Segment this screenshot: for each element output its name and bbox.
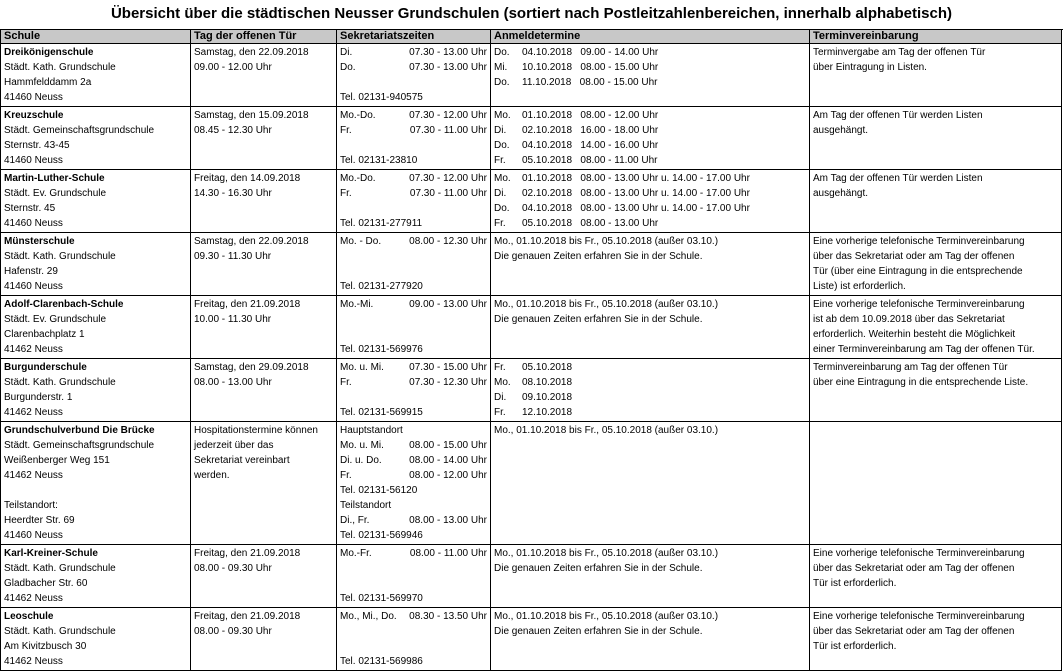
- open-day-line: Freitag, den 21.09.2018: [194, 548, 301, 559]
- school-type: Städt. Gemeinschaftsgrundschule: [4, 125, 155, 136]
- office-days: Di.: [340, 47, 353, 58]
- open-day-cell: [191, 545, 337, 608]
- office-days: Fr.: [340, 125, 352, 136]
- registration-date: 02.10.2018 08.00 - 13.00 Uhr u. 14.00 - 17.00 Uhr: [522, 188, 750, 199]
- registration-date: 04.10.2018 09.00 - 14.00 Uhr: [522, 47, 659, 58]
- school-cell: [1, 170, 191, 233]
- appointment-line: Liste) ist erforderlich.: [813, 281, 906, 292]
- appointment-line: Tür ist erforderlich.: [813, 641, 897, 652]
- appointment-line: Eine vorherige telefonische Terminvereinbarung: [813, 299, 1025, 310]
- registration-date: 04.10.2018 14.00 - 16.00 Uhr: [522, 140, 659, 151]
- registration-cell: [491, 359, 810, 422]
- office-days: Mo. u. Mi.: [340, 440, 384, 451]
- office-times: 07.30 - 13.00 Uhr: [409, 62, 487, 73]
- appointment-line: Tür ist erforderlich.: [813, 578, 897, 589]
- appointment-line: ist ab dem 10.09.2018 über das Sekretariat: [813, 314, 1005, 325]
- school-cell: [1, 608, 191, 671]
- school-street: Weißenberger Weg 151: [4, 455, 110, 466]
- school-city: 41460 Neuss: [4, 218, 63, 229]
- school-name: Kreuzschule: [4, 110, 64, 121]
- registration-line: [494, 375, 806, 390]
- office-phone: Tel. 02131-56120: [340, 485, 418, 496]
- office-hours-cell: [337, 170, 491, 233]
- office-times: 09.00 - 13.00 Uhr: [409, 299, 487, 310]
- office-times: 07.30 - 13.00 Uhr: [409, 47, 487, 58]
- school-name: Burgunderschule: [4, 362, 87, 373]
- office-times: 07.30 - 12.00 Uhr: [409, 173, 487, 184]
- school-extra-line: Teilstandort:: [4, 500, 58, 511]
- office-hours-line: [340, 60, 487, 75]
- office-times: 08.00 - 14.00 Uhr: [409, 455, 487, 466]
- open-day-line: Freitag, den 14.09.2018: [194, 173, 301, 184]
- office-hours-line: [340, 438, 487, 453]
- office-phone: Tel. 02131-940575: [340, 92, 423, 103]
- school-type: Städt. Ev. Grundschule: [4, 314, 107, 325]
- office-times: 08.00 - 12.30 Uhr: [409, 236, 487, 247]
- open-day-line: Sekretariat vereinbart: [194, 455, 290, 466]
- registration-cell: [491, 233, 810, 296]
- open-day-line: Freitag, den 21.09.2018: [194, 299, 301, 310]
- appointment-line: Eine vorherige telefonische Terminvereinbarung: [813, 548, 1025, 559]
- registration-day: Di.: [494, 188, 507, 199]
- school-type: Städt. Kath. Grundschule: [4, 251, 116, 262]
- office-hours-line: [340, 123, 487, 138]
- table-row: [1, 44, 1062, 107]
- header-tag-der-offenen-tuer: Tag der offenen Tür: [191, 30, 337, 44]
- registration-text: Mo., 01.10.2018 bis Fr., 05.10.2018 (außer 03.10.): [494, 425, 719, 436]
- open-day-line: 14.30 - 16.30 Uhr: [194, 188, 272, 199]
- appointment-line: ausgehängt.: [813, 125, 869, 136]
- registration-date: 09.10.2018: [522, 392, 573, 403]
- appointment-line: Terminvergabe am Tag der offenen Tür: [813, 47, 986, 58]
- office-location-label: Hauptstandort: [340, 425, 403, 436]
- registration-text: Mo., 01.10.2018 bis Fr., 05.10.2018 (außer 03.10.): [494, 236, 719, 247]
- office-times: 08.00 - 12.00 Uhr: [409, 470, 487, 481]
- appointment-cell: [810, 233, 1062, 296]
- office-hours-cell: [337, 107, 491, 170]
- table-row: [1, 422, 1062, 545]
- office-hours-line: [340, 513, 487, 528]
- table-row: [1, 545, 1062, 608]
- office-days: Mo. u. Mi.: [340, 362, 384, 373]
- office-days: Do.: [340, 62, 356, 73]
- school-extra-line: 41460 Neuss: [4, 530, 63, 541]
- open-day-line: Samstag, den 22.09.2018: [194, 236, 309, 247]
- header-terminvereinbarung: Terminvereinbarung: [810, 30, 1062, 44]
- registration-date: 05.10.2018: [522, 362, 573, 373]
- appointment-line: über Eintragung in Listen.: [813, 62, 927, 73]
- open-day-line: werden.: [194, 470, 230, 481]
- appointment-cell: [810, 107, 1062, 170]
- school-cell: [1, 359, 191, 422]
- office-days: Di. u. Do.: [340, 455, 382, 466]
- open-day-cell: [191, 44, 337, 107]
- appointment-line: über das Sekretariat oder am Tag der offenen: [813, 626, 1015, 637]
- registration-line: [494, 75, 806, 90]
- school-name: Grundschulverbund Die Brücke: [4, 425, 155, 436]
- school-name: Adolf-Clarenbach-Schule: [4, 299, 124, 310]
- school-street: Gladbacher Str. 60: [4, 578, 88, 589]
- office-hours-cell: [337, 545, 491, 608]
- office-hours-line: [340, 45, 487, 60]
- open-day-line: Samstag, den 22.09.2018: [194, 47, 309, 58]
- open-day-line: Freitag, den 21.09.2018: [194, 611, 301, 622]
- office-hours-line: [340, 453, 487, 468]
- appointment-line: Eine vorherige telefonische Terminvereinbarung: [813, 611, 1025, 622]
- registration-line: [494, 405, 806, 420]
- office-hours-line: [340, 171, 487, 186]
- open-day-line: 09.30 - 11.30 Uhr: [194, 251, 272, 262]
- school-cell: [1, 107, 191, 170]
- office-days: Di., Fr.: [340, 515, 370, 526]
- open-day-cell: [191, 608, 337, 671]
- appointment-cell: [810, 170, 1062, 233]
- office-times: 08.00 - 11.00 Uhr: [409, 548, 487, 559]
- appointment-cell: [810, 296, 1062, 359]
- office-times: 07.30 - 11.00 Uhr: [409, 188, 487, 199]
- registration-date: 01.10.2018 08.00 - 13.00 Uhr u. 14.00 - 17.00 Uhr: [522, 173, 750, 184]
- office-times: 07.30 - 15.00 Uhr: [409, 362, 487, 373]
- open-day-cell: [191, 170, 337, 233]
- registration-cell: [491, 422, 810, 545]
- school-cell: [1, 422, 191, 545]
- appointment-cell: [810, 545, 1062, 608]
- registration-day: Mo.: [494, 173, 511, 184]
- school-street: Hafenstr. 29: [4, 266, 58, 277]
- appointment-line: über das Sekretariat oder am Tag der offenen: [813, 251, 1015, 262]
- registration-day: Do.: [494, 140, 510, 151]
- school-city: 41462 Neuss: [4, 593, 63, 604]
- school-cell: [1, 545, 191, 608]
- registration-date: 10.10.2018 08.00 - 15.00 Uhr: [522, 62, 659, 73]
- school-name: Leoschule: [4, 611, 54, 622]
- registration-text: Die genauen Zeiten erfahren Sie in der Schule.: [494, 563, 703, 574]
- registration-day: Mo.: [494, 377, 511, 388]
- header-anmeldetermine: Anmeldetermine: [491, 30, 810, 44]
- registration-date: 08.10.2018: [522, 377, 573, 388]
- registration-cell: [491, 170, 810, 233]
- registration-line: [494, 138, 806, 153]
- registration-text: Mo., 01.10.2018 bis Fr., 05.10.2018 (außer 03.10.): [494, 611, 719, 622]
- registration-line: [494, 108, 806, 123]
- school-city: 41462 Neuss: [4, 344, 63, 355]
- appointment-line: Terminvereinbarung am Tag der offenen Tür: [813, 362, 1008, 373]
- registration-date: 04.10.2018 08.00 - 13.00 Uhr u. 14.00 - 17.00 Uhr: [522, 203, 750, 214]
- registration-date: 11.10.2018 08.00 - 15.00 Uhr: [522, 77, 658, 88]
- open-day-cell: [191, 359, 337, 422]
- school-name: Karl-Kreiner-Schule: [4, 548, 98, 559]
- office-phone: Tel. 02131-569976: [340, 344, 423, 355]
- open-day-cell: [191, 233, 337, 296]
- registration-line: [494, 390, 806, 405]
- table-body: [1, 44, 1062, 671]
- office-days: Mo.-Mi.: [340, 299, 374, 310]
- office-hours-line: [340, 186, 487, 201]
- open-day-line: jederzeit über das: [194, 440, 274, 451]
- open-day-line: 08.45 - 12.30 Uhr: [194, 125, 272, 136]
- registration-cell: [491, 296, 810, 359]
- school-name: Münsterschule: [4, 236, 75, 247]
- office-location-label: Teilstandort: [340, 500, 392, 511]
- open-day-cell: [191, 296, 337, 359]
- open-day-cell: [191, 107, 337, 170]
- office-times: 07.30 - 12.30 Uhr: [409, 377, 487, 388]
- registration-day: Mo.: [494, 110, 511, 121]
- office-days: Mo.-Fr.: [340, 548, 372, 559]
- registration-day: Do.: [494, 77, 510, 88]
- office-hours-line: [340, 360, 487, 375]
- registration-line: [494, 123, 806, 138]
- table-row: [1, 359, 1062, 422]
- school-type: Städt. Kath. Grundschule: [4, 626, 116, 637]
- appointment-line: einer Terminvereinbarung am Tag der offenen Tür.: [813, 344, 1035, 355]
- school-type: Städt. Kath. Grundschule: [4, 563, 116, 574]
- header-row: [1, 30, 1062, 44]
- office-hours-cell: [337, 422, 491, 545]
- registration-line: [494, 153, 806, 168]
- registration-date: 01.10.2018 08.00 - 12.00 Uhr: [522, 110, 659, 121]
- office-times: 07.30 - 12.00 Uhr: [409, 110, 487, 121]
- school-cell: [1, 44, 191, 107]
- registration-line: [494, 216, 806, 231]
- registration-day: Do.: [494, 47, 510, 58]
- office-times: 07.30 - 11.00 Uhr: [409, 125, 487, 136]
- registration-cell: [491, 608, 810, 671]
- open-day-line: 09.00 - 12.00 Uhr: [194, 62, 272, 73]
- table-row: [1, 296, 1062, 359]
- school-city: 41460 Neuss: [4, 155, 63, 166]
- page-title: Übersicht über die städtischen Neusser Grundschulen (sortiert nach Postleitzahlenbereichen, innerhalb alphabetisch): [0, 0, 1063, 30]
- office-hours-cell: [337, 608, 491, 671]
- registration-date: 05.10.2018 08.00 - 13.00 Uhr: [522, 218, 659, 229]
- office-hours-cell: [337, 359, 491, 422]
- appointment-cell: [810, 44, 1062, 107]
- appointment-cell: [810, 608, 1062, 671]
- appointment-line: Am Tag der offenen Tür werden Listen: [813, 173, 983, 184]
- office-hours-line: [340, 546, 487, 561]
- office-days: Fr.: [340, 188, 352, 199]
- school-street: Burgunderstr. 1: [4, 392, 73, 403]
- registration-day: Fr.: [494, 362, 506, 373]
- office-hours-cell: [337, 296, 491, 359]
- office-phone: Tel. 02131-569970: [340, 593, 423, 604]
- office-hours-line: [340, 234, 487, 249]
- school-street: Am Kivitzbusch 30: [4, 641, 87, 652]
- open-day-cell: [191, 422, 337, 545]
- office-phone: Tel. 02131-569915: [340, 407, 423, 418]
- registration-line: [494, 360, 806, 375]
- registration-day: Do.: [494, 203, 510, 214]
- appointment-line: Am Tag der offenen Tür werden Listen: [813, 110, 983, 121]
- office-days: Mo. - Do.: [340, 236, 382, 247]
- registration-cell: [491, 44, 810, 107]
- registration-text: Die genauen Zeiten erfahren Sie in der Schule.: [494, 251, 703, 262]
- office-phone: Tel. 02131-23810: [340, 155, 418, 166]
- office-days: Fr.: [340, 377, 352, 388]
- school-type: Städt. Kath. Grundschule: [4, 62, 116, 73]
- registration-day: Di.: [494, 125, 507, 136]
- office-phone: Tel. 02131-569946: [340, 530, 423, 541]
- registration-text: Mo., 01.10.2018 bis Fr., 05.10.2018 (außer 03.10.): [494, 548, 719, 559]
- registration-text: Mo., 01.10.2018 bis Fr., 05.10.2018 (außer 03.10.): [494, 299, 719, 310]
- appointment-line: erforderlich. Weiterhin besteht die Möglichkeit: [813, 329, 1016, 340]
- school-name: Dreikönigenschule: [4, 47, 94, 58]
- registration-cell: [491, 107, 810, 170]
- registration-line: [494, 201, 806, 216]
- table-row: [1, 170, 1062, 233]
- school-city: 41460 Neuss: [4, 281, 63, 292]
- office-hours-line: [340, 468, 487, 483]
- appointment-line: Tür (über eine Eintragung in die entsprechende: [813, 266, 1023, 277]
- header-schule: Schule: [1, 30, 191, 44]
- registration-day: Mi.: [494, 62, 508, 73]
- school-street: Clarenbachplatz 1: [4, 329, 85, 340]
- office-hours-cell: [337, 233, 491, 296]
- office-days: Mo.-Do.: [340, 110, 376, 121]
- table-row: [1, 107, 1062, 170]
- office-hours-cell: [337, 44, 491, 107]
- school-extra-line: Heerdter Str. 69: [4, 515, 75, 526]
- header-sekretariatszeiten: Sekretariatszeiten: [337, 30, 491, 44]
- spacer: [4, 483, 187, 498]
- registration-date: 12.10.2018: [522, 407, 573, 418]
- registration-day: Di.: [494, 392, 507, 403]
- school-city: 41462 Neuss: [4, 407, 63, 418]
- office-hours-line: [340, 297, 487, 312]
- appointment-line: Eine vorherige telefonische Terminvereinbarung: [813, 236, 1025, 247]
- school-type: Städt. Kath. Grundschule: [4, 377, 116, 388]
- registration-day: Fr.: [494, 155, 506, 166]
- registration-date: 02.10.2018 16.00 - 18.00 Uhr: [522, 125, 659, 136]
- open-day-line: 10.00 - 11.30 Uhr: [194, 314, 272, 325]
- appointment-line: ausgehängt.: [813, 188, 869, 199]
- office-hours-line: [340, 108, 487, 123]
- school-cell: [1, 296, 191, 359]
- school-name: Martin-Luther-Schule: [4, 173, 105, 184]
- open-day-line: Hospitationstermine können: [194, 425, 318, 436]
- open-day-line: Samstag, den 29.09.2018: [194, 362, 309, 373]
- school-type: Städt. Gemeinschaftsgrundschule: [4, 440, 155, 451]
- office-times: 08.30 - 13.50 Uhr: [409, 611, 487, 622]
- open-day-line: 08.00 - 09.30 Uhr: [194, 563, 272, 574]
- office-days: Mo.-Do.: [340, 173, 376, 184]
- school-cell: [1, 233, 191, 296]
- registration-line: [494, 45, 806, 60]
- open-day-line: 08.00 - 09.30 Uhr: [194, 626, 272, 637]
- school-city: 41460 Neuss: [4, 92, 63, 103]
- office-days: Mo., Mi., Do.: [340, 611, 397, 622]
- office-hours-line: [340, 375, 487, 390]
- school-type: Städt. Ev. Grundschule: [4, 188, 107, 199]
- school-city: 41462 Neuss: [4, 470, 63, 481]
- school-city: 41462 Neuss: [4, 656, 63, 667]
- office-times: 08.00 - 13.00 Uhr: [409, 515, 487, 526]
- registration-text: Die genauen Zeiten erfahren Sie in der Schule.: [494, 626, 703, 637]
- registration-line: [494, 186, 806, 201]
- registration-line: [494, 60, 806, 75]
- registration-cell: [491, 545, 810, 608]
- appointment-cell: [810, 359, 1062, 422]
- office-days: Fr.: [340, 470, 352, 481]
- office-phone: Tel. 02131-277911: [340, 218, 423, 229]
- appointment-line: über eine Eintragung in die entsprechende Liste.: [813, 377, 1029, 388]
- open-day-line: 08.00 - 13.00 Uhr: [194, 377, 272, 388]
- office-times: 08.00 - 15.00 Uhr: [409, 440, 487, 451]
- registration-date: 05.10.2018 08.00 - 11.00 Uhr: [522, 155, 658, 166]
- school-street: Sternstr. 43-45: [4, 140, 70, 151]
- registration-line: [494, 171, 806, 186]
- office-phone: Tel. 02131-569986: [340, 656, 423, 667]
- school-street: Sternstr. 45: [4, 203, 56, 214]
- registration-day: Fr.: [494, 407, 506, 418]
- appointment-line: über das Sekretariat oder am Tag der offenen: [813, 563, 1015, 574]
- school-street: Hammfelddamm 2a: [4, 77, 92, 88]
- registration-text: Die genauen Zeiten erfahren Sie in der Schule.: [494, 314, 703, 325]
- appointment-cell: [810, 422, 1062, 545]
- schools-table: [0, 29, 1062, 671]
- office-hours-line: [340, 609, 487, 624]
- registration-day: Fr.: [494, 218, 506, 229]
- table-row: [1, 608, 1062, 671]
- open-day-line: Samstag, den 15.09.2018: [194, 110, 309, 121]
- office-phone: Tel. 02131-277920: [340, 281, 423, 292]
- table-row: [1, 233, 1062, 296]
